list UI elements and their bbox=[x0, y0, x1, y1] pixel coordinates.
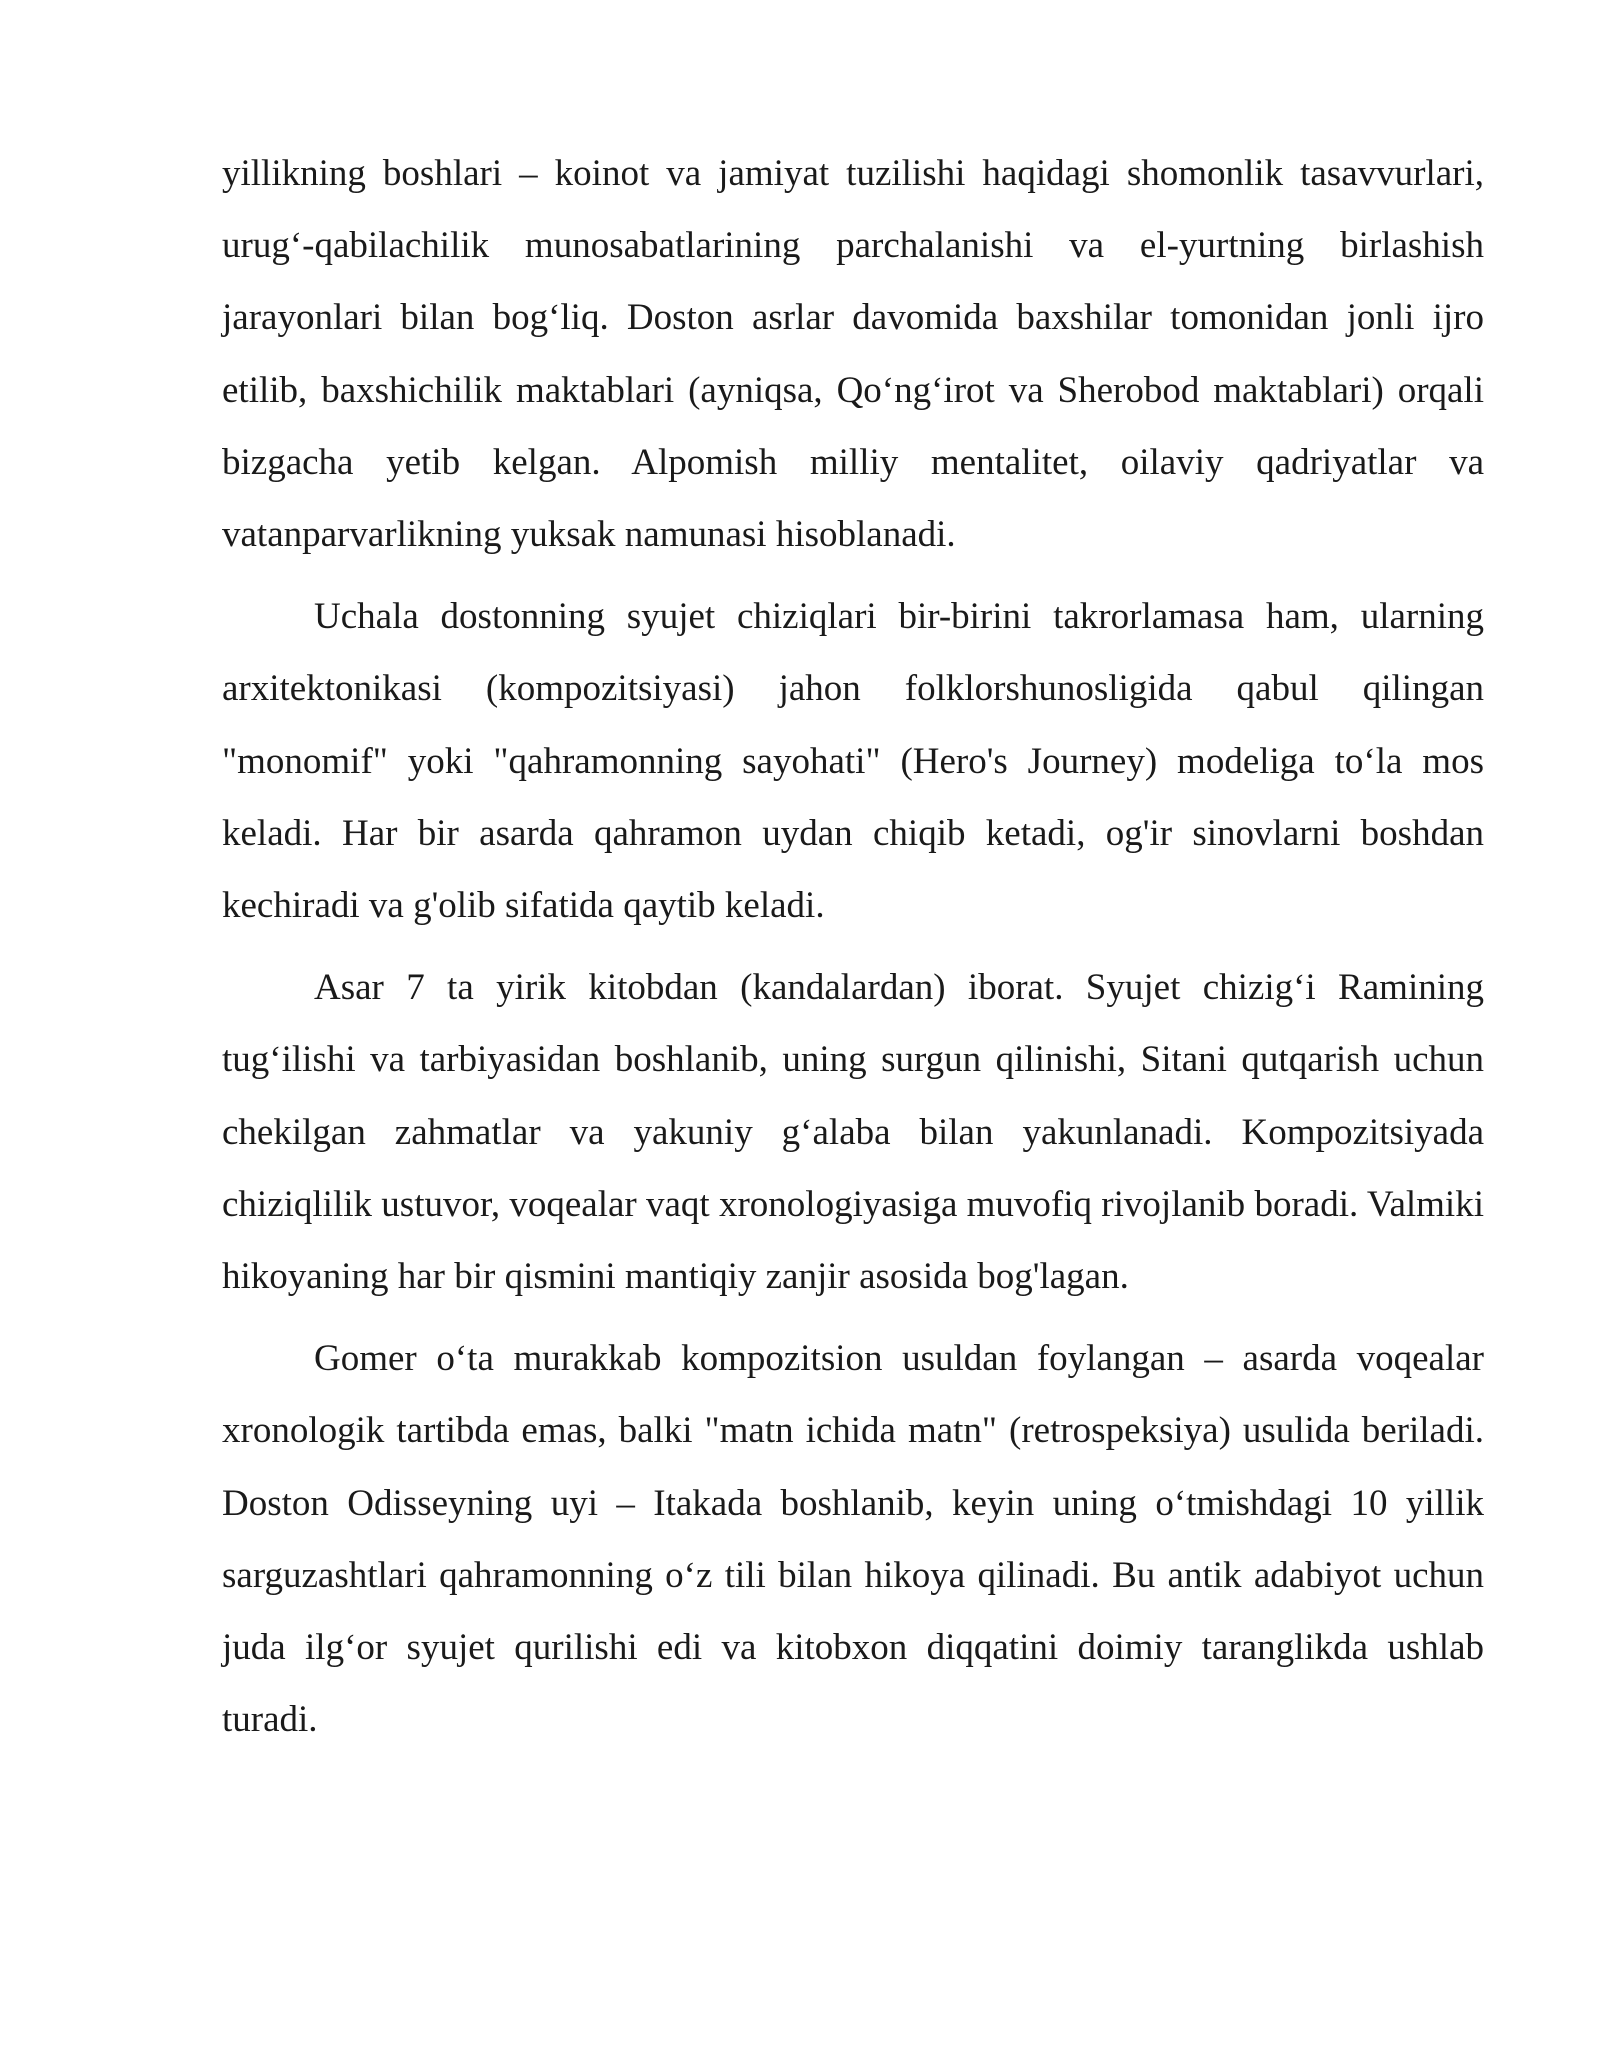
paragraph-4: Gomer o‘ta murakkab kompozitsion usuldan foylangan – asarda voqealar xronologik tartibda emas, balki "matn ichida matn" (retrospeksiya) usulida beriladi. Doston Odisseyning uyi – Itakada boshlanib, keyin uning o‘tmishdagi 10 yillik sarguzashtlari qahramonning o‘z tili bilan hikoya qilinadi. Bu antik adabiyot uchun juda ilg‘or syujet qurilishi edi va kitobxon diqqatini doimiy taranglikda ushlab turadi. bbox=[222, 1338, 1484, 1741]
paragraph-2: Uchala dostonning syujet chiziqlari bir-birini takrorlamasa ham, ularning arxitektonikasi (kompozitsiyasi) jahon folklorshunosligida qabul qilingan "monomif" yoki "qahramonning sayohati" (Hero's Journey) modeliga to‘la mos keladi. Har bir asarda qahramon uydan chiqib ketadi, og'ir sinovlarni boshdan kechiradi va g'olib sifatida qaytib keladi. bbox=[222, 596, 1484, 927]
paragraph-3: Asar 7 ta yirik kitobdan (kandalardan) iborat. Syujet chizig‘i Ramining tug‘ilishi va tarbiyasidan boshlanib, uning surgun qilinishi, Sitani qutqarish uchun chekilgan zahmatlar va yakuniy g‘alaba bilan yakunlanadi. Kompozitsiyada chiziqlilik ustuvor, voqealar vaqt xronologiyasiga muvofiq rivojlanib boradi. Valmiki hikoyaning har bir qismini mantiqiy zanjir asosida bog'lagan. bbox=[222, 967, 1484, 1298]
body-text bbox=[222, 138, 1484, 1766]
paragraph-1: yillikning boshlari – koinot va jamiyat tuzilishi haqidagi shomonlik tasavvurlari, urug‘-qabilachilik munosabatlarining parchalanishi va el-yurtning birlashish jarayonlari bilan bog‘liq. Doston asrlar davomida baxshilar tomonidan jonli ijro etilib, baxshichilik maktablari (ayniqsa, Qo‘ng‘irot va Sherobod maktablari) orqali bizgacha yetib kelgan. Alpomish milliy mentalitet, oilaviy qadriyatlar va vatanparvarlikning yuksak namunasi hisoblanadi. bbox=[222, 153, 1484, 556]
